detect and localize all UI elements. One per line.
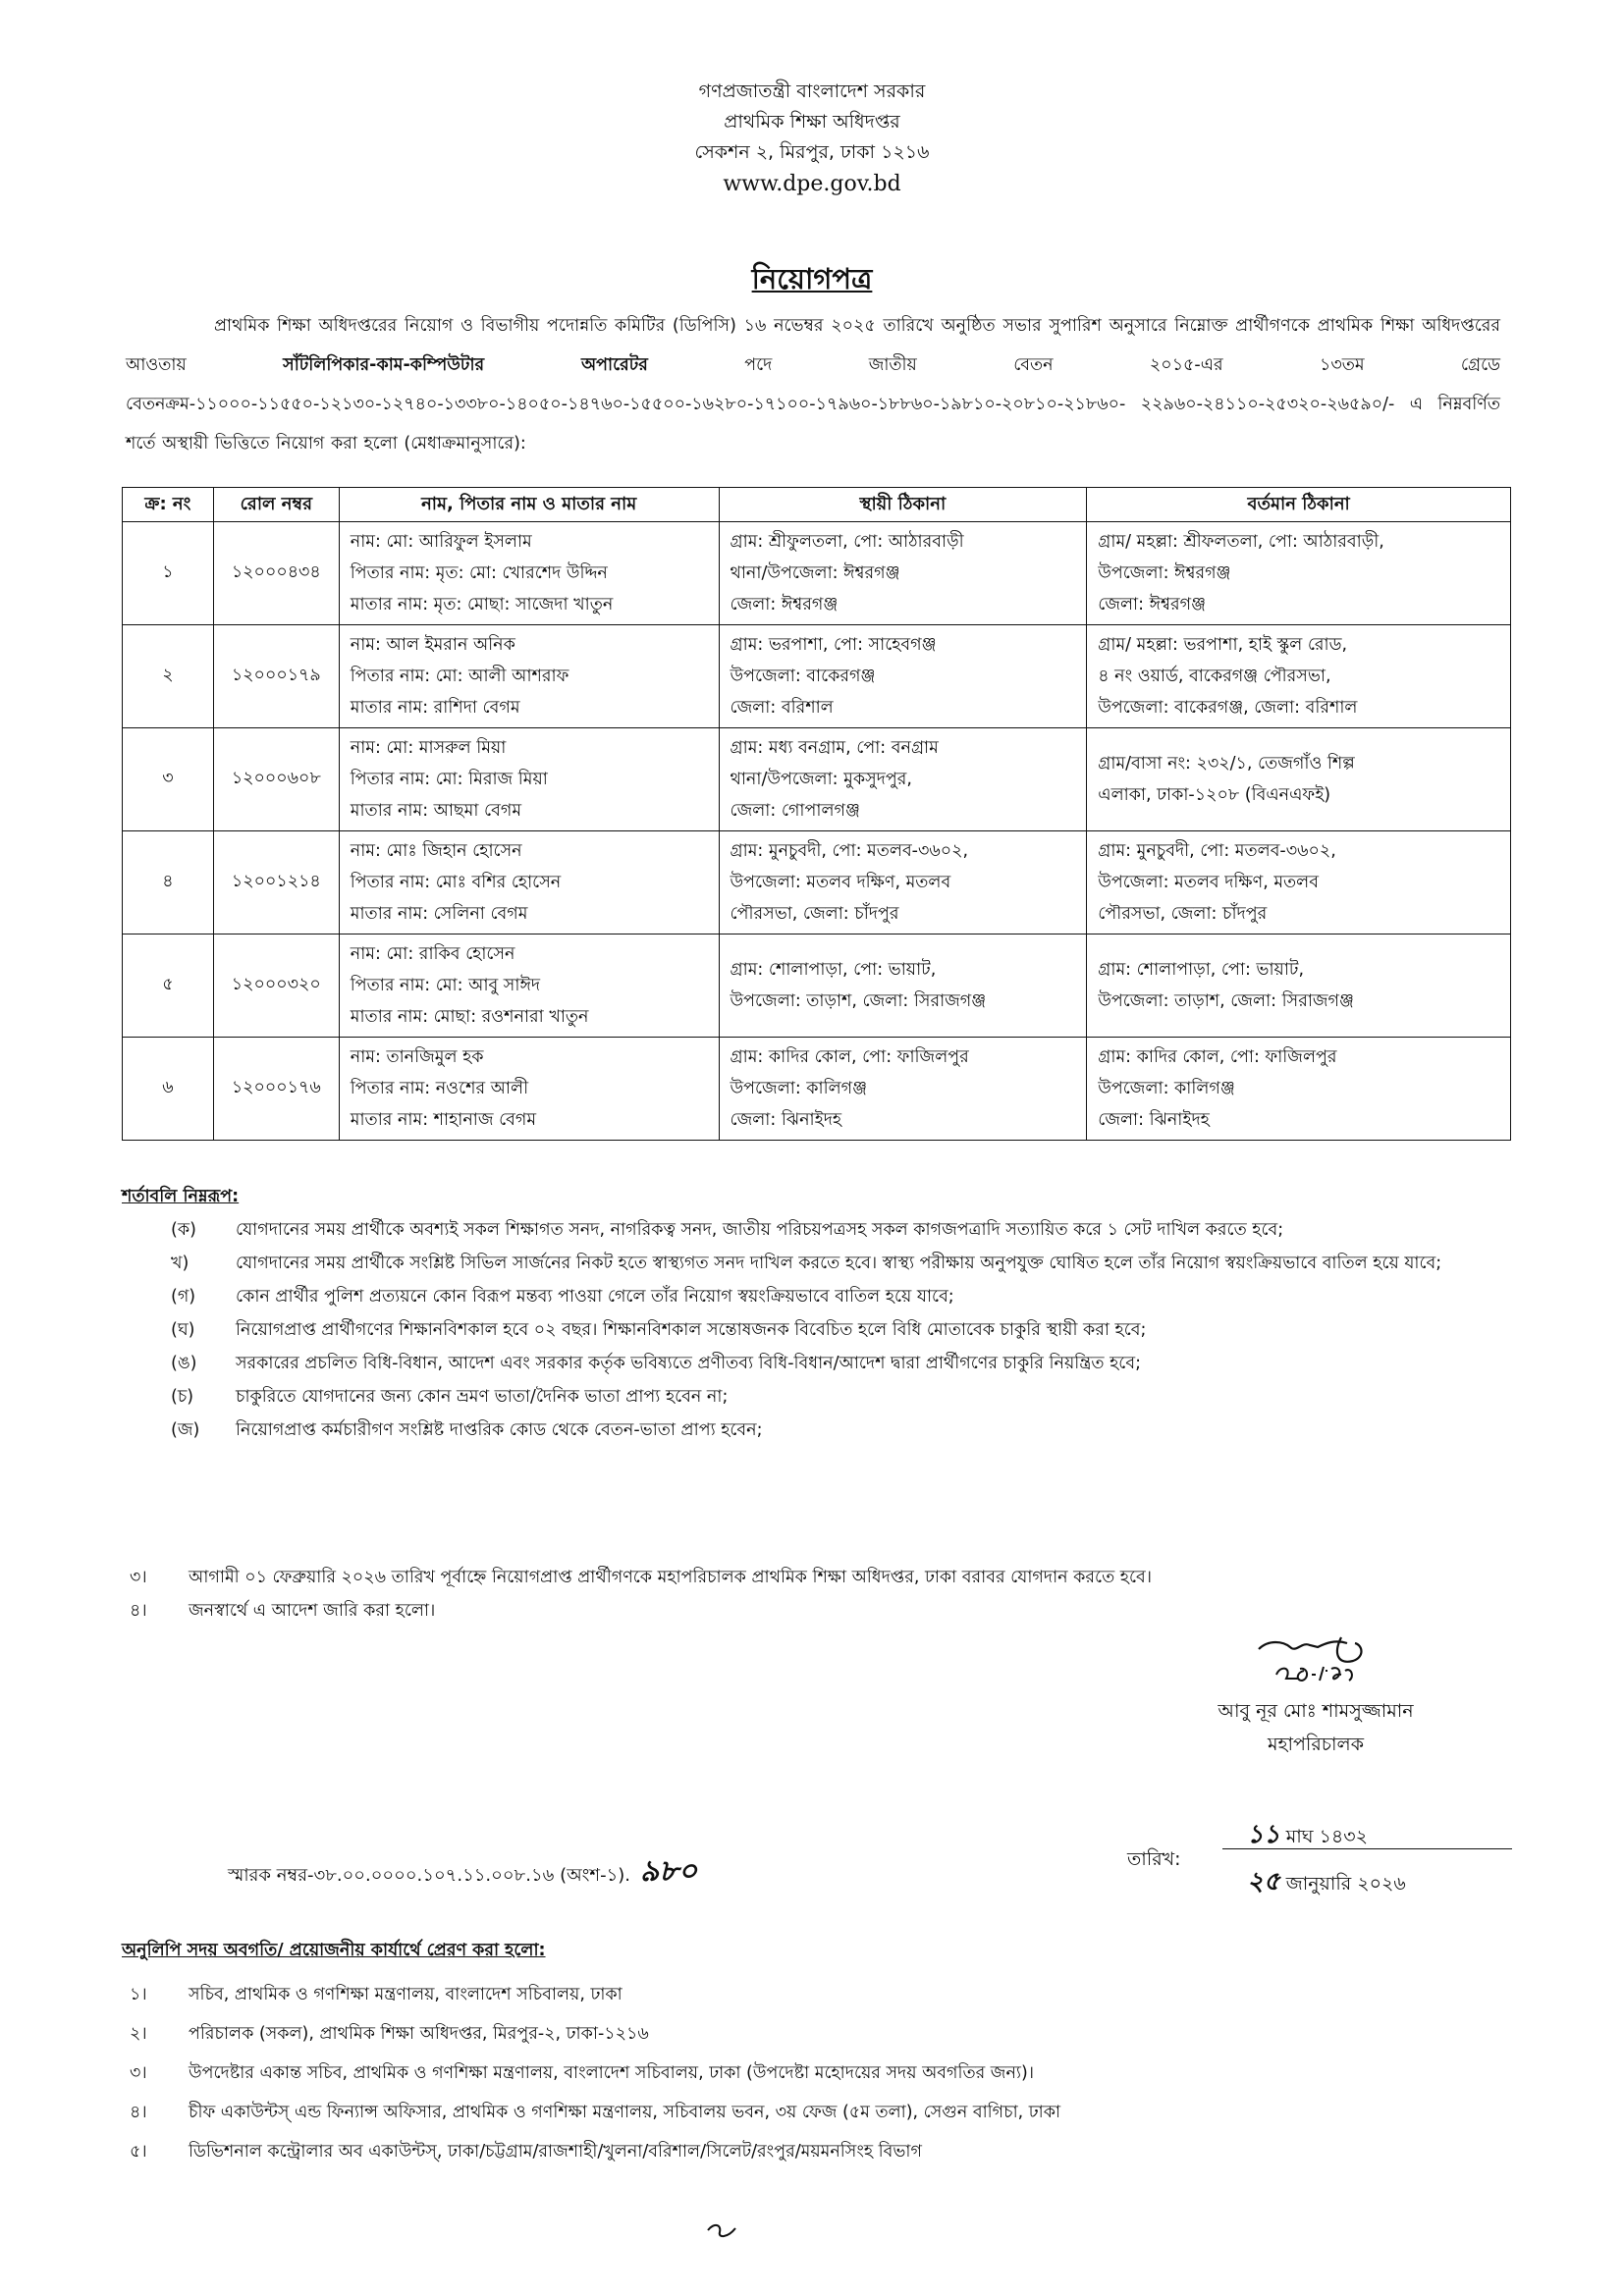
address-line: গ্রাম/ মহল্লা: শ্রীফলতলা, পো: আঠারবাড়ী, bbox=[1098, 532, 1384, 552]
signatory-name: আবু নূর মোঃ শামসুজ্জামান bbox=[1218, 1700, 1414, 1722]
list-item bbox=[122, 2093, 1516, 2132]
condition-label: (গ) bbox=[171, 1287, 196, 1307]
copy-label: ৪। bbox=[130, 2103, 147, 2122]
roll-cell: ১২০০০১৭৯ bbox=[213, 625, 339, 728]
condition-label: (চ) bbox=[171, 1387, 194, 1407]
page-initial-mark bbox=[704, 2215, 743, 2244]
date-english-day: ২৫ bbox=[1247, 1867, 1280, 1896]
copy-distribution-list bbox=[122, 1926, 1516, 2171]
address-line: জেলা: ঝিনাইদহ bbox=[730, 1110, 842, 1130]
names-cell bbox=[339, 831, 719, 934]
condition-text: নিয়োগপ্রাপ্ত কর্মচারীগণ সংশ্লিষ্ট দাপ্তরিক কোড থেকে বেতন-ভাতা প্রাপ্য হবেন; bbox=[236, 1420, 763, 1440]
father-name: পিতার নাম: মো: আবু সাঈদ bbox=[350, 976, 541, 995]
copy-label: ২। bbox=[130, 2024, 147, 2044]
address-line: উপজেলা: কালিগঞ্জ bbox=[730, 1079, 868, 1098]
col-header-roll: রোল নম্বর bbox=[213, 488, 339, 522]
table-row bbox=[123, 1038, 1511, 1141]
candidate-name: নাম: মোঃ জিহান হোসেন bbox=[350, 841, 522, 861]
condition-item bbox=[122, 1313, 1516, 1347]
table-row bbox=[123, 831, 1511, 934]
col-header-permanent-address: স্থায়ী ঠিকানা bbox=[719, 488, 1087, 522]
list-item bbox=[122, 2014, 1516, 2054]
present-address-cell bbox=[1087, 522, 1511, 625]
present-address-cell bbox=[1087, 831, 1511, 934]
candidate-name: নাম: আল ইমরান অনিক bbox=[350, 635, 515, 655]
address-line: উপজেলা: ঈশ্বরগঞ্জ bbox=[1098, 563, 1231, 583]
copy-text: উপদেষ্টার একান্ত সচিব, প্রাথমিক ও গণশিক্ষা মন্ত্রণালয়, বাংলাদেশ সচিবালয়, ঢাকা (উপদেষ্টা মহোদয়ের সদয় অবগতির জন্য)। bbox=[189, 2063, 1035, 2083]
mother-name: মাতার নাম: মৃত: মোছা: সাজেদা খাতুন bbox=[350, 595, 614, 614]
condition-label: (জ) bbox=[171, 1420, 200, 1440]
point-text: আগামী ০১ ফেব্রুয়ারি ২০২৬ তারিখ পূর্বাহ্নে নিয়োগপ্রাপ্ত প্রার্থীগণকে মহাপরিচালক প্রাথমিক শিক্ষা অধিদপ্তর, ঢাকা বরাবর যোগদান করতে হবে। bbox=[189, 1568, 1152, 1587]
condition-item bbox=[122, 1347, 1516, 1380]
address-line: জেলা: বরিশাল bbox=[730, 698, 834, 718]
roll-cell: ১২০০০৬০৮ bbox=[213, 728, 339, 831]
date-english-rest: জানুয়ারি ২০২৬ bbox=[1285, 1873, 1406, 1895]
list-item bbox=[122, 2132, 1516, 2171]
serial-cell: ৫ bbox=[123, 934, 214, 1038]
address-line: গ্রাম/ মহল্লা: ভরপাশা, হাই স্কুল রোড, bbox=[1098, 635, 1348, 655]
address-line: পৌরসভা, জেলা: চাঁদপুর bbox=[730, 904, 899, 924]
address-line: উপজেলা: কালিগঞ্জ bbox=[1098, 1079, 1235, 1098]
col-header-present-address: বর্তমান ঠিকানা bbox=[1087, 488, 1511, 522]
copy-label: ৩। bbox=[130, 2063, 147, 2083]
office-address: সেকশন ২, মিরপুর, ঢাকা ১২১৬ bbox=[694, 141, 930, 163]
mother-name: মাতার নাম: রাশিদা বেগম bbox=[350, 698, 520, 718]
address-line: গ্রাম: মধ্য বনগ্রাম, পো: বনগ্রাম bbox=[730, 738, 939, 758]
copy-text: সচিব, প্রাথমিক ও গণশিক্ষা মন্ত্রণালয়, বাংলাদেশ সচিবালয়, ঢাকা bbox=[189, 1985, 623, 2004]
address-line: উপজেলা: বাকেরগঞ্জ bbox=[730, 667, 876, 686]
address-line: উপজেলা: বাকেরগঞ্জ, জেলা: বরিশাল bbox=[1098, 698, 1358, 718]
names-cell bbox=[339, 728, 719, 831]
table-row bbox=[123, 522, 1511, 625]
condition-label: খ) bbox=[171, 1254, 189, 1273]
col-header-names: নাম, পিতার নাম ও মাতার নাম bbox=[339, 488, 719, 522]
memo-number bbox=[228, 1847, 697, 1897]
address-line: গ্রাম: শোলাপাড়া, পো: ভায়াট, bbox=[1098, 960, 1305, 980]
present-address-cell bbox=[1087, 934, 1511, 1038]
names-cell bbox=[339, 1038, 719, 1141]
condition-text: যোগদানের সময় প্রার্থীকে অবশ্যই সকল শিক্ষাগত সনদ, নাগরিকত্ব সনদ, জাতীয় পরিচয়পত্রসহ সকল কাগজপত্রাদি সত্যায়িত করে ১ সেট দাখিল করতে হবে; bbox=[236, 1220, 1284, 1240]
address-line: গ্রাম: মুনচুবদী, পো: মতলব-৩৬০২, bbox=[1098, 841, 1336, 861]
memo-handwritten-number: ৯৮০ bbox=[639, 1854, 698, 1889]
serial-cell: ১ bbox=[123, 522, 214, 625]
mother-name: মাতার নাম: মোছা: রওশনারা খাতুন bbox=[350, 1007, 589, 1027]
address-line: গ্রাম: কাদির কোল, পো: ফাজিলপুর bbox=[1098, 1047, 1337, 1067]
address-line: উপজেলা: মতলব দক্ষিণ, মতলব bbox=[1098, 873, 1319, 892]
serial-cell: ৪ bbox=[123, 831, 214, 934]
intro-text-2: পদে জাতীয় বেতন ২০১৫-এর ১৩তম গ্রেডে বেতনক্রম-১১০০০-১১৫৫০-১২১৩০-১২৭৪০-১৩৩৮০-১৪০৫০-১৪৭৬০-১৫৫০০-১৬২৮০-১৭১০০-১৭৯৬০-১৮৮৬০-১৯৮১০-২০৮১০-২১৮৬০- ২২৯৬০-২৪১১০-২৫৩২০-২৬৫৯০/- এ নিম্নবর্ণিত শর্তে অস্থায়ী ভিত্তিতে নিয়োগ করা হলো (মেধাক্রমানুসারে): bbox=[126, 355, 1501, 454]
date-bangla-day: ১১ bbox=[1247, 1820, 1280, 1849]
roll-cell: ১২০০১২১৪ bbox=[213, 831, 339, 934]
roll-cell: ১২০০০৪৩৪ bbox=[213, 522, 339, 625]
roll-cell: ১২০০০১৭৬ bbox=[213, 1038, 339, 1141]
condition-item bbox=[122, 1247, 1516, 1280]
signatory-designation: মহাপরিচালক bbox=[1267, 1734, 1365, 1755]
signatory-block bbox=[1119, 1694, 1512, 1761]
address-line: উপজেলা: তাড়াশ, জেলা: সিরাজগঞ্জ bbox=[1098, 991, 1354, 1011]
condition-text: কোন প্রার্থীর পুলিশ প্রত্যয়নে কোন বিরূপ মন্তব্য পাওয়া গেলে তাঁর নিয়োগ স্বয়ংক্রিয়ভাবে বাতিল হয়ে যাবে; bbox=[236, 1287, 954, 1307]
father-name: পিতার নাম: মোঃ বশির হোসেন bbox=[350, 873, 562, 892]
condition-item bbox=[122, 1414, 1516, 1447]
copy-label: ১। bbox=[130, 1985, 147, 2004]
serial-cell: ৬ bbox=[123, 1038, 214, 1141]
date-bangla bbox=[1247, 1814, 1368, 1857]
instruction-points bbox=[122, 1561, 1516, 1628]
condition-item bbox=[122, 1213, 1516, 1247]
address-line: গ্রাম: ভরপাশা, পো: সাহেবগঞ্জ bbox=[730, 635, 937, 655]
condition-item bbox=[122, 1280, 1516, 1313]
copy-text: ডিভিশনাল কন্ট্রোলার অব একাউন্টস্, ঢাকা/চট্টগ্রাম/রাজশাহী/খুলনা/বরিশাল/সিলেট/রংপুর/ময়মনসিংহ বিভাগ bbox=[189, 2142, 922, 2162]
address-line: এলাকা, ঢাকা-১২০৮ (বিএনএফই) bbox=[1098, 785, 1331, 805]
table-row bbox=[123, 934, 1511, 1038]
address-line: ৪ নং ওয়ার্ড, বাকেরগঞ্জ পৌরসভা, bbox=[1098, 667, 1331, 686]
condition-text: চাকুরিতে যোগদানের জন্য কোন ভ্রমণ ভাতা/দৈনিক ভাতা প্রাপ্য হবেন না; bbox=[236, 1387, 729, 1407]
date-divider bbox=[1222, 1848, 1512, 1849]
address-line: পৌরসভা, জেলা: চাঁদপুর bbox=[1098, 904, 1268, 924]
names-cell bbox=[339, 934, 719, 1038]
address-line: থানা/উপজেলা: ঈশ্বরগঞ্জ bbox=[730, 563, 900, 583]
copy-text: পরিচালক (সকল), প্রাথমিক শিক্ষা অধিদপ্তর, মিরপুর-২, ঢাকা-১২১৬ bbox=[189, 2024, 649, 2044]
permanent-address-cell bbox=[719, 1038, 1087, 1141]
address-line: গ্রাম: শ্রীফুলতলা, পো: আঠারবাড়ী bbox=[730, 532, 964, 552]
father-name: পিতার নাম: মো: মিরাজ মিয়া bbox=[350, 770, 548, 789]
post-name: সাঁটলিপিকার-কাম-কম্পিউটার অপারেটর bbox=[283, 355, 648, 375]
names-cell bbox=[339, 625, 719, 728]
candidate-name: নাম: মো: মাসরুল মিয়া bbox=[350, 738, 507, 758]
names-cell bbox=[339, 522, 719, 625]
address-line: উপজেলা: মতলব দক্ষিণ, মতলব bbox=[730, 873, 951, 892]
letterhead bbox=[0, 77, 1624, 201]
appointee-table bbox=[122, 487, 1511, 1141]
condition-label: (ঘ) bbox=[171, 1320, 195, 1340]
copy-text: চীফ একাউন্টস্ এন্ড ফিন্যান্স অফিসার, প্রাথমিক ও গণশিক্ষা মন্ত্রণালয়, সচিবালয় ভবন, ৩য় ফেজ (৫ম তলা), সেগুন বাগিচা, ঢাকা bbox=[189, 2103, 1061, 2122]
document-title: নিয়োগপত্র bbox=[751, 262, 873, 295]
point-label: ৪। bbox=[130, 1601, 147, 1621]
serial-cell: ৩ bbox=[123, 728, 214, 831]
table-row bbox=[123, 728, 1511, 831]
condition-item bbox=[122, 1380, 1516, 1414]
conditions-section bbox=[122, 1180, 1516, 1447]
permanent-address-cell bbox=[719, 831, 1087, 934]
address-line: গ্রাম: শোলাপাড়া, পো: ভায়াট, bbox=[730, 960, 937, 980]
govt-name: গণপ্রজাতন্ত্রী বাংলাদেশ সরকার bbox=[698, 80, 926, 102]
intro-paragraph bbox=[126, 306, 1500, 463]
point-label: ৩। bbox=[130, 1568, 147, 1587]
condition-text: যোগদানের সময় প্রার্থীকে সংশ্লিষ্ট সিভিল সার্জনের নিকট হতে স্বাস্থ্যগত সনদ দাখিল করতে হবে। স্বাস্থ্য পরীক্ষায় অনুপযুক্ত ঘোষিত হলে তাঁর নিয়োগ স্বয়ংক্রিয়ভাবে বাতিল হয়ে যাবে; bbox=[236, 1254, 1442, 1273]
present-address-cell bbox=[1087, 728, 1511, 831]
conditions-heading: শর্তাবলি নিম্নরূপ: bbox=[122, 1187, 240, 1206]
father-name: পিতার নাম: নওশের আলী bbox=[350, 1079, 529, 1098]
address-line: থানা/উপজেলা: মুকসুদপুর, bbox=[730, 770, 912, 789]
address-line: গ্রাম: কাদির কোল, পো: ফাজিলপুর bbox=[730, 1047, 969, 1067]
candidate-name: নাম: মো: আরিফুল ইসলাম bbox=[350, 532, 532, 552]
list-item bbox=[122, 1975, 1516, 2014]
address-line: গ্রাম/বাসা নং: ২৩২/১, তেজগাঁও শিল্প bbox=[1098, 754, 1355, 774]
date-bangla-rest: মাঘ ১৪৩২ bbox=[1285, 1826, 1368, 1847]
condition-label: (ক) bbox=[171, 1220, 196, 1240]
address-line: উপজেলা: তাড়াশ, জেলা: সিরাজগঞ্জ bbox=[730, 991, 987, 1011]
table-row bbox=[123, 625, 1511, 728]
point-item bbox=[122, 1561, 1516, 1594]
point-item bbox=[122, 1594, 1516, 1628]
address-line: জেলা: ঈশ্বরগঞ্জ bbox=[1098, 595, 1207, 614]
permanent-address-cell bbox=[719, 728, 1087, 831]
father-name: পিতার নাম: মৃত: মো: খোরশেদ উদ্দিন bbox=[350, 563, 608, 583]
roll-cell: ১২০০০৩২০ bbox=[213, 934, 339, 1038]
date-english bbox=[1247, 1861, 1406, 1904]
website-link[interactable]: www.dpe.gov.bd bbox=[723, 172, 901, 196]
point-text: জনস্বার্থে এ আদেশ জারি করা হলো। bbox=[189, 1601, 436, 1621]
department-name: প্রাথমিক শিক্ষা অধিদপ্তর bbox=[724, 111, 900, 133]
candidate-name: নাম: মো: রাকিব হোসেন bbox=[350, 944, 515, 964]
mother-name: মাতার নাম: সেলিনা বেগম bbox=[350, 904, 528, 924]
candidate-name: নাম: তানজিমুল হক bbox=[350, 1047, 484, 1067]
present-address-cell bbox=[1087, 625, 1511, 728]
mother-name: মাতার নাম: শাহানাজ বেগম bbox=[350, 1110, 537, 1130]
address-line: জেলা: গোপালগঞ্জ bbox=[730, 801, 860, 821]
copy-label: ৫। bbox=[130, 2142, 147, 2162]
address-line: জেলা: ঝিনাইদহ bbox=[1098, 1110, 1210, 1130]
date-label: তারিখ: bbox=[1127, 1848, 1181, 1870]
present-address-cell bbox=[1087, 1038, 1511, 1141]
condition-label: (ঙ) bbox=[171, 1354, 197, 1373]
condition-text: সরকারের প্রচলিত বিধি-বিধান, আদেশ এবং সরকার কর্তৃক ভবিষ্যতে প্রণীতব্য বিধি-বিধান/আদেশ দ্বারা প্রার্থীগণের চাকুরি নিয়ন্ত্রিত হবে; bbox=[236, 1354, 1141, 1373]
address-line: গ্রাম: মুনচুবদী, পো: মতলব-৩৬০২, bbox=[730, 841, 969, 861]
address-line: জেলা: ঈশ্বরগঞ্জ bbox=[730, 595, 839, 614]
intro-text-1: প্রাথমিক শিক্ষা অধিদপ্তরের নিয়োগ ও বিভাগীয় পদোন্নতি কমিটির (ডিপিসি) ১৬ নভেম্বর ২০২৫ তারিখে অনুষ্ঠিত সভার সুপারিশ অনুসারে নিম্নোক্ত প্রার্থীগণকে প্রাথমিক শিক্ষা অধিদপ্তরের আওতায় bbox=[126, 316, 1500, 375]
permanent-address-cell bbox=[719, 934, 1087, 1038]
col-header-serial: ক্র: নং bbox=[123, 488, 214, 522]
serial-cell: ২ bbox=[123, 625, 214, 728]
father-name: পিতার নাম: মো: আলী আশরাফ bbox=[350, 667, 569, 686]
condition-text: নিয়োগপ্রাপ্ত প্রার্থীগণের শিক্ষানবিশকাল হবে ০২ বছর। শিক্ষানবিশকাল সন্তোষজনক বিবেচিত হলে বিধি মোতাবেক চাকুরি স্থায়ী করা হবে; bbox=[236, 1320, 1147, 1340]
permanent-address-cell bbox=[719, 625, 1087, 728]
table-header-row bbox=[123, 488, 1511, 522]
permanent-address-cell bbox=[719, 522, 1087, 625]
copies-heading: অনুলিপি সদয় অবগতি/ প্রয়োজনীয় কার্যার্থে প্রেরণ করা হলো: bbox=[122, 1941, 546, 1960]
memo-prefix: স্মারক নম্বর-৩৮.০০.০০০০.১০৭.১১.০০৮.১৬ (অংশ-১). bbox=[228, 1865, 630, 1886]
mother-name: মাতার নাম: আছমা বেগম bbox=[350, 801, 522, 821]
list-item bbox=[122, 2054, 1516, 2093]
